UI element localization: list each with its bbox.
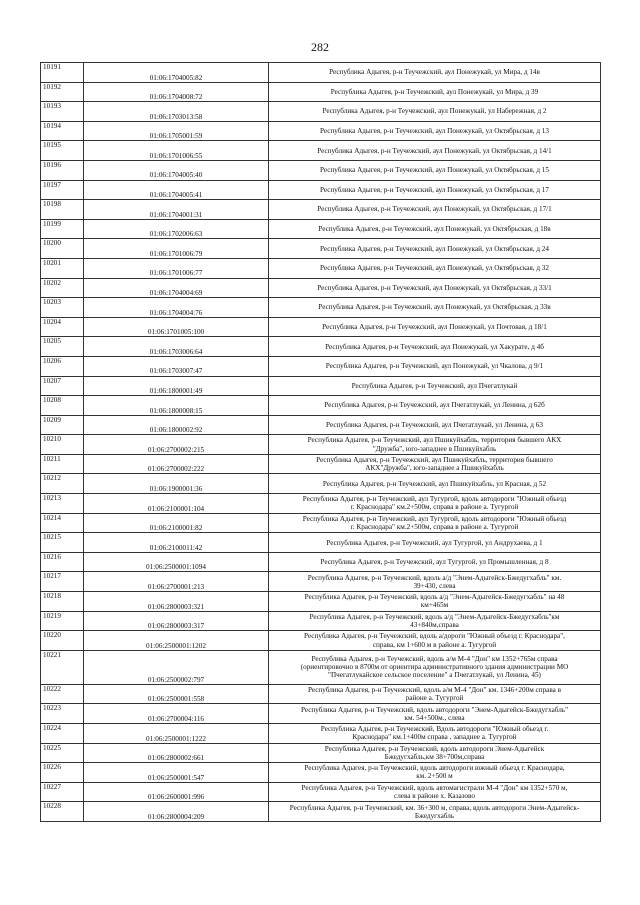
cadastral-number-cell: 01:06:2100001:82: [84, 513, 269, 533]
cadastral-number-cell: 01:06:1701006:79: [84, 239, 269, 259]
row-number-cell: 10197: [41, 180, 84, 200]
address-line: АКХ"Дружба", юго-западнее а Пшикуйхабль: [365, 464, 504, 473]
table-row: [41, 704, 601, 724]
row-number-cell: 10208: [41, 396, 84, 416]
address-cell: [269, 258, 601, 278]
table-row: [41, 121, 601, 141]
address-cell: [269, 724, 601, 744]
row-number-cell: 10202: [41, 278, 84, 298]
cadastral-number-cell: 01:06:2700004:116: [84, 704, 269, 724]
address-cell: [269, 611, 601, 631]
address-line: "Дружба", юго-западнее в Пшикуйхабль: [372, 444, 497, 453]
table-row: [41, 743, 601, 763]
row-number-cell: 10210: [41, 435, 84, 455]
table-row: [41, 356, 601, 376]
cadastral-number-cell: 01:06:2500001:1094: [84, 552, 269, 572]
cadastral-number-cell: 01:06:2500001:547: [84, 763, 269, 783]
address-cell: [269, 631, 601, 651]
cadastral-number-cell: 01:06:1703013:58: [84, 102, 269, 122]
address-line: Республика Адыгея, р-н Теучежский, аул Понежукай, ул Октябрьская, д 33/1: [317, 283, 552, 292]
address-line: слева в районе х. Казазово: [394, 792, 475, 801]
cadastral-number-cell: 01:06:2700002:222: [84, 454, 269, 474]
cadastral-number-cell: 01:06:1704008:72: [84, 82, 269, 102]
address-cell: [269, 239, 601, 259]
row-number-cell: 10214: [41, 513, 84, 533]
table-row: [41, 724, 601, 744]
address-line: г. Краснодара" км.2+500м, справа в районе а. Тугургой: [350, 503, 519, 512]
table-row: [41, 376, 601, 396]
table-row: [41, 82, 601, 102]
row-number-cell: 10193: [41, 102, 84, 122]
address-cell: [269, 552, 601, 572]
cadastral-number-cell: 01:06:1704004:69: [84, 278, 269, 298]
table-row: [41, 180, 601, 200]
cadastral-number-cell: 01:06:1701005:100: [84, 317, 269, 337]
address-line: Республика Адыгея, р-н Теучежский, аул Понежукай, ул Октябрьская, д 24: [320, 244, 549, 253]
cadastral-number-cell: 01:06:2500002:797: [84, 650, 269, 684]
table-row: [41, 552, 601, 572]
address-cell: [269, 592, 601, 612]
cadastral-number-cell: 01:06:2500001:558: [84, 684, 269, 704]
cadastral-number-cell: 01:06:2800004:209: [84, 802, 269, 822]
address-line: км. 54+500м., слева: [404, 713, 465, 722]
address-line: Республика Адыгея, р-н Теучежский, км. 36+300 м, справа, вдоль автодороги Энем-Адыгейск-: [289, 803, 580, 812]
table-row: [41, 494, 601, 514]
address-cell: [269, 200, 601, 220]
address-cell: [269, 356, 601, 376]
address-line: Республика Адыгея, р-н Теучежский, аул Понежукай, ул Чкалова, д 9/1: [325, 362, 544, 371]
address-cell: [269, 684, 601, 704]
address-line: Республика Адыгея, р-н Теучежский, аул Пчегатлукай, ул Ленина, д 63: [326, 420, 543, 429]
cadastral-number-cell: 01:06:1704004:76: [84, 298, 269, 318]
cadastral-number-cell: 01:06:1704001:31: [84, 200, 269, 220]
address-line: Республика Адыгея, р-н Теучежский, аул Понежукай, ул Октябрьская, д 15: [320, 166, 549, 175]
row-number-cell: 10204: [41, 317, 84, 337]
address-line: Республика Адыгея, р-н Теучежский, вдоль автомагистрали М-4 "Дон" км 1352+570 м,: [301, 783, 568, 792]
address-cell: [269, 63, 601, 83]
address-line: Республика Адыгея, р-н Теучежский, вдоль автодороги Энем-Адыгейск: [324, 744, 545, 753]
address-line: Республика Адыгея, р-н Теучежский, аул Понежукай, ул Мира, д 14в: [329, 68, 540, 77]
address-line: км. 2+500 м: [416, 772, 453, 781]
row-number-cell: 10220: [41, 631, 84, 651]
address-cell: [269, 396, 601, 416]
table-row: [41, 454, 601, 474]
row-number-cell: 10200: [41, 239, 84, 259]
registry-table-body: [41, 63, 601, 822]
table-row: [41, 650, 601, 684]
table-row: [41, 533, 601, 553]
address-line: Бжедугхабль: [414, 811, 455, 820]
row-number-cell: 10203: [41, 298, 84, 318]
address-line: Республика Адыгея, р-н Теучежский, вдоль а/м М-4 "Дон" км 1352+765м справа: [311, 655, 558, 664]
address-line: районе а. Тугургой: [405, 694, 464, 703]
cadastral-number-cell: 01:06:1703007:47: [84, 356, 269, 376]
address-cell: [269, 533, 601, 553]
cadastral-number-cell: 01:06:1704005:41: [84, 180, 269, 200]
address-line: Республика Адыгея, р-н Теучежский, аул Понежукай, ул Октябрьская, д 14/1: [317, 146, 552, 155]
address-line: Республика Адыгея, р-н Теучежский, вдоль автодороги южный обьезд г. Краснодара,: [304, 764, 565, 773]
cadastral-number-cell: 01:06:1800001:49: [84, 376, 269, 396]
cadastral-number-cell: 01:06:2500001:1202: [84, 631, 269, 651]
row-number-cell: 10216: [41, 552, 84, 572]
address-line: г. Краснодара" км.2+500м, справа в районе а. Тугургой: [350, 522, 519, 531]
address-line: Республика Адыгея, р-н Теучежский, аул Понежукай, ул Октябрьская, д 32: [320, 264, 549, 273]
table-row: [41, 298, 601, 318]
table-row: [41, 802, 601, 822]
address-line: Республика Адыгея, р-н Теучежский, аул Понежукай, ул Хакурате, д 4б: [325, 342, 544, 351]
row-number-cell: 10219: [41, 611, 84, 631]
row-number-cell: 10228: [41, 802, 84, 822]
registry-table: [40, 62, 601, 822]
table-row: [41, 337, 601, 357]
address-line: Республика Адыгея, р-н Теучежский, вдоль а/д "Энем-Адыгейск-Бжедугхабль" км.: [307, 573, 562, 582]
address-line: Краснодара" км.1+400м справа , западнее а. Тугургой: [352, 733, 517, 742]
table-row: [41, 396, 601, 416]
cadastral-number-cell: 01:06:1702006:63: [84, 219, 269, 239]
table-row: [41, 141, 601, 161]
table-row: [41, 102, 601, 122]
table-row: [41, 200, 601, 220]
table-row: [41, 415, 601, 435]
address-cell: [269, 121, 601, 141]
address-line: Республика Адыгея, р-н Теучежский, аул Понежукай, ул Октябрьская, д 17/1: [317, 205, 552, 214]
table-row: [41, 513, 601, 533]
row-number-cell: 10213: [41, 494, 84, 514]
address-line: 39+430, слева: [413, 581, 456, 590]
table-row: [41, 219, 601, 239]
cadastral-number-cell: 01:06:1705001:59: [84, 121, 269, 141]
address-line: Республика Адыгея, р-н Теучежский, аул Понежукай, ул Октябрьская, д 17: [320, 185, 549, 194]
row-number-cell: 10194: [41, 121, 84, 141]
address-line: Республика Адыгея, р-н Теучежский, аул Тугургой, вдоль автодороги "Южный обьезд: [302, 495, 567, 504]
table-row: [41, 631, 601, 651]
address-cell: [269, 141, 601, 161]
address-cell: [269, 278, 601, 298]
cadastral-number-cell: 01:06:2800003:321: [84, 592, 269, 612]
table-row: [41, 63, 601, 83]
table-row: [41, 474, 601, 494]
row-number-cell: 10205: [41, 337, 84, 357]
row-number-cell: 10192: [41, 82, 84, 102]
row-number-cell: 10224: [41, 724, 84, 744]
address-cell: [269, 572, 601, 592]
page-number: 282: [311, 40, 329, 54]
address-cell: [269, 782, 601, 802]
row-number-cell: 10227: [41, 782, 84, 802]
row-number-cell: 10201: [41, 258, 84, 278]
row-number-cell: 10206: [41, 356, 84, 376]
cadastral-number-cell: 01:06:2500001:1222: [84, 724, 269, 744]
row-number-cell: 10226: [41, 763, 84, 783]
cadastral-number-cell: 01:06:2600001:996: [84, 782, 269, 802]
table-row: [41, 684, 601, 704]
table-row: [41, 611, 601, 631]
address-cell: [269, 513, 601, 533]
row-number-cell: 10217: [41, 572, 84, 592]
cadastral-number-cell: 01:06:1900001:36: [84, 474, 269, 494]
address-cell: [269, 376, 601, 396]
address-cell: [269, 160, 601, 180]
row-number-cell: 10221: [41, 650, 84, 684]
address-line: Республика Адыгея, р-н Теучежский, аул Понежукай, ул Октябрьская, д 18в: [318, 225, 551, 233]
row-number-cell: 10209: [41, 415, 84, 435]
row-number-cell: 10191: [41, 63, 84, 83]
row-number-cell: 10225: [41, 743, 84, 763]
cadastral-number-cell: 01:06:2700002:215: [84, 435, 269, 455]
address-cell: [269, 704, 601, 724]
address-cell: [269, 763, 601, 783]
row-number-cell: 10196: [41, 160, 84, 180]
address-line: Республика Адыгея, р-н Теучежский, аул Пчегатлукай: [351, 381, 518, 390]
address-line: Республика Адыгея, р-н Теучежский, Вдоль автодороги "Южный обьезд г.: [320, 725, 549, 734]
address-line: Республика Адыгея, р-н Теучежский, вдоль а/м М-4 "Дон" км. 1346+200м справа в: [307, 686, 562, 695]
row-number-cell: 10211: [41, 454, 84, 474]
address-cell: [269, 298, 601, 318]
address-line: Бжедугхабль,км 38+700м,справа: [384, 752, 485, 761]
table-row: [41, 435, 601, 455]
address-cell: [269, 415, 601, 435]
table-row: [41, 317, 601, 337]
cadastral-number-cell: 01:06:2700001:213: [84, 572, 269, 592]
address-line: Республика Адыгея, р-н Теучежский, аул Понежукай, ул Мира, д 39: [330, 87, 539, 96]
address-line: Республика Адыгея, р-н Теучежский, аул Тугургой, вдоль автодороги "Южный обьезд: [302, 514, 567, 523]
address-line: 43+840м,справа: [410, 620, 459, 629]
address-line: Республика Адыгея, р-н Теучежский, аул Тугургой, ул Андрухаева, д 1: [326, 538, 543, 547]
row-number-cell: 10198: [41, 200, 84, 220]
table-row: [41, 258, 601, 278]
address-cell: [269, 474, 601, 494]
row-number-cell: 10223: [41, 704, 84, 724]
address-line: Республика Адыгея, р-н Теучежский, аул Пчегатлукай, ул Ленина, д 62б: [324, 401, 545, 410]
table-row: [41, 572, 601, 592]
row-number-cell: 10215: [41, 533, 84, 553]
address-line: км+465м: [420, 601, 449, 610]
address-line: Республика Адыгея, р-н Теучежский, аул Пшикуйхабль, ул Красная, д 52: [322, 479, 547, 488]
address-cell: [269, 802, 601, 822]
address-line: справа, км 1+600 м в районе а. Тугургой: [372, 640, 497, 649]
address-line: Республика Адыгея, р-н Теучежский, вдоль а/д "Энем-Адыгейск-Бжедугхабль"км: [309, 612, 560, 621]
address-cell: [269, 102, 601, 122]
address-cell: [269, 82, 601, 102]
address-line: Республика Адыгея, р-н Теучежский, аул Пшикуйхабль, территория бывшего АКХ: [307, 436, 562, 445]
address-line: Республика Адыгея, р-н Теучежский, аул Понежукай, ул Октябрьская, д 33в: [318, 303, 551, 312]
cadastral-number-cell: 01:06:1703006:64: [84, 337, 269, 357]
cadastral-number-cell: 01:06:2800002:661: [84, 743, 269, 763]
row-number-cell: 10195: [41, 141, 84, 161]
row-number-cell: 10222: [41, 684, 84, 704]
address-cell: [269, 219, 601, 239]
address-cell: [269, 650, 601, 684]
address-line: Республика Адыгея, р-н Теучежский, аул Тугургой, ул Промышленная, д 8: [320, 558, 549, 567]
address-line: Республика Адыгея, р-н Теучежский, вдоль автодороги "Энем-Адыгейск-Бжедугхабль": [300, 705, 569, 714]
cadastral-number-cell: 01:06:2100001:104: [84, 494, 269, 514]
cadastral-number-cell: 01:06:1704005:82: [84, 63, 269, 83]
address-line: Республика Адыгея, р-н Теучежский, вдоль а/д "Энем-Адыгейск-Бжедугхабль" на 48: [304, 593, 565, 602]
cadastral-number-cell: 01:06:1704005:40: [84, 160, 269, 180]
table-row: [41, 239, 601, 259]
address-line: Республика Адыгея, р-н Теучежский, вдоль а/дороги "Южный объезд г. Краснодара",: [304, 632, 565, 641]
table-row: [41, 592, 601, 612]
row-number-cell: 10207: [41, 376, 84, 396]
address-line: Республика Адыгея, р-н Теучежский, аул Понежукай, ул Почтовая, д 18/1: [322, 322, 547, 331]
table-row: [41, 763, 601, 783]
address-line: Республика Адыгея, р-н Теучежский, аул Понежукай, ул Октябрьская, д 13: [320, 127, 549, 136]
address-line: Республика Адыгея, р-н Теучежский, аул Понежукай, ул Набережная, д 2: [322, 107, 547, 116]
address-cell: [269, 494, 601, 514]
row-number-cell: 10212: [41, 474, 84, 494]
cadastral-number-cell: 01:06:1800002:92: [84, 415, 269, 435]
cadastral-number-cell: 01:06:1701006:55: [84, 141, 269, 161]
address-line: Республика Адыгея, р-н Теучежский, аул Пшикуйхабль, территория бывшего: [316, 456, 553, 465]
address-cell: [269, 435, 601, 455]
table-row: [41, 278, 601, 298]
address-cell: [269, 454, 601, 474]
cadastral-number-cell: 01:06:2100011:42: [84, 533, 269, 553]
address-cell: [269, 337, 601, 357]
cadastral-number-cell: 01:06:1701006:77: [84, 258, 269, 278]
cadastral-number-cell: 01:06:1800008:15: [84, 396, 269, 416]
address-cell: [269, 180, 601, 200]
row-number-cell: 10199: [41, 219, 84, 239]
row-number-cell: 10218: [41, 592, 84, 612]
table-row: [41, 160, 601, 180]
cadastral-number-cell: 01:06:2800003:317: [84, 611, 269, 631]
address-cell: [269, 317, 601, 337]
address-line: "Пчегатлукайское сельское поселение" а Пчегатлукай, ул Ленина, 45): [328, 671, 541, 680]
address-line: (ориентировочно в 8700м от ориентира административного здания администрации МО: [300, 663, 569, 672]
address-cell: [269, 743, 601, 763]
table-row: [41, 782, 601, 802]
